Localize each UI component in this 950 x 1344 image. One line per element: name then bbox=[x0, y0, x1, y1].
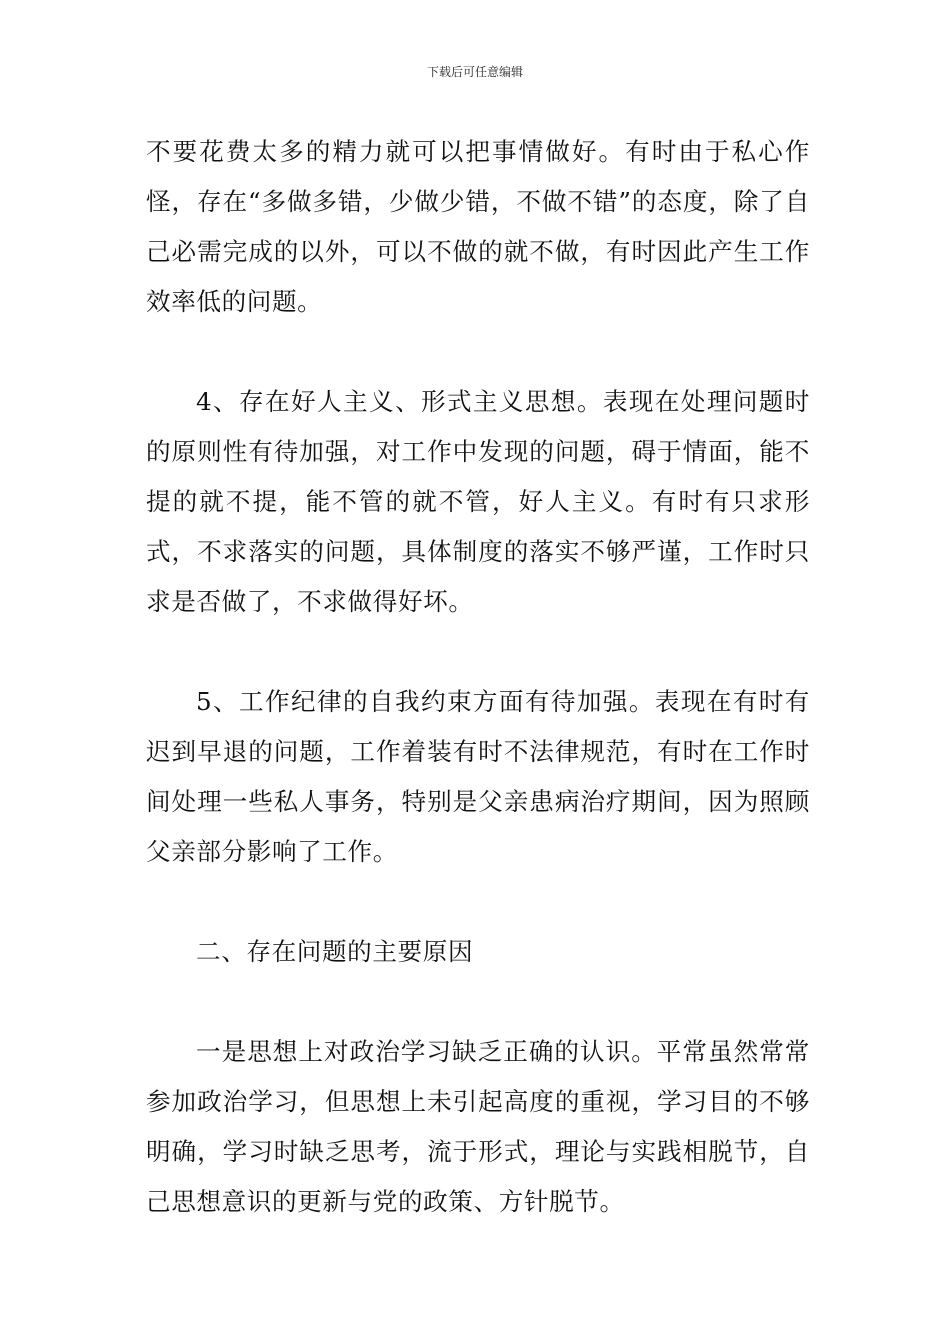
paragraph-gap bbox=[146, 877, 810, 927]
section-heading: 二、存在问题的主要原因 bbox=[196, 937, 474, 966]
paragraph-gap bbox=[146, 327, 810, 377]
paragraph-gap bbox=[146, 627, 810, 677]
document-body bbox=[146, 127, 810, 1227]
paragraph-cause-1: 一是思想上对政治学习缺乏正确的认识。平常虽然常常参加政治学习，但思想上未引起高度的重视，学习目的不够明确，学习时缺乏思考，流于形式，理论与实践相脱节，自己思想意识的更新与党的政策、方针脱节。 bbox=[146, 1037, 810, 1216]
paragraph-gap bbox=[146, 977, 810, 1027]
paragraph-continuation: 不要花费太多的精力就可以把事情做好。有时由于私心作怪，存在“多做多错，少做少错，不做不错”的态度，除了自己必需完成的以外，可以不做的就不做，有时因此产生工作效率低的问题。 bbox=[146, 137, 810, 316]
paragraph-item-4: 4、存在好人主义、形式主义思想。表现在处理问题时的原则性有待加强，对工作中发现的问题，碍于情面，能不提的就不提，能不管的就不管，好人主义。有时有只求形式，不求落实的问题，具体制度的落实不够严谨，工作时只求是否做了，不求做得好坏。 bbox=[146, 387, 810, 616]
page-header-note: 下载后可任意编辑 bbox=[426, 65, 523, 79]
paragraph-item-5: 5、工作纪律的自我约束方面有待加强。表现在有时有迟到早退的问题，工作着装有时不法律规范，有时在工作时间处理一些私人事务，特别是父亲患病治疗期间，因为照顾父亲部分影响了工作。 bbox=[146, 687, 810, 866]
